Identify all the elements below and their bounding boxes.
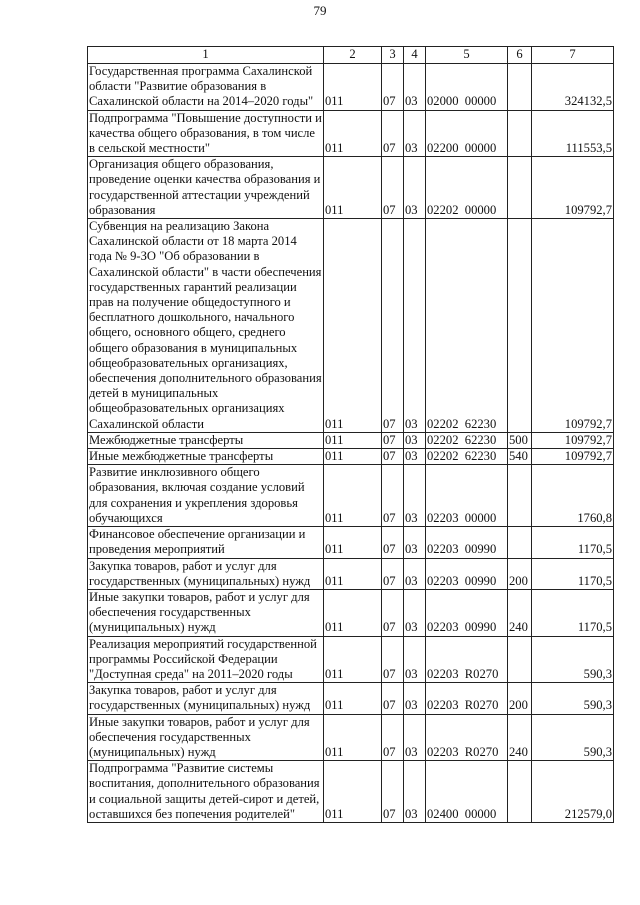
subsection-code: 03 <box>404 219 426 433</box>
expense-type-code <box>508 761 532 823</box>
expense-type-code <box>508 527 532 558</box>
column-header: 5 <box>426 47 508 64</box>
target-article-code: 02202 62230 <box>426 219 508 433</box>
table-row <box>88 636 614 683</box>
amount: 1760,8 <box>532 465 614 527</box>
admin-code: 011 <box>324 683 382 714</box>
subsection-code: 03 <box>404 558 426 589</box>
amount: 1170,5 <box>532 589 614 636</box>
admin-code: 011 <box>324 589 382 636</box>
amount: 590,3 <box>532 636 614 683</box>
target-article-code: 02203 00990 <box>426 589 508 636</box>
expense-type-code <box>508 219 532 433</box>
subsection-code: 03 <box>404 449 426 465</box>
header-row <box>88 47 614 64</box>
expense-type-code <box>508 110 532 157</box>
table-row <box>88 527 614 558</box>
section-code: 07 <box>382 714 404 761</box>
row-name: Государственная программа Сахалинской области "Развитие образования в Сахалинской области на 2014–2020 годы" <box>88 64 324 111</box>
section-code: 07 <box>382 157 404 219</box>
row-name: Закупка товаров, работ и услуг для государственных (муниципальных) нужд <box>88 558 324 589</box>
row-name: Подпрограмма "Развитие системы воспитания, дополнительного образования и социальной защиты детей-сирот и детей, оставшихся без попечения родителей" <box>88 761 324 823</box>
table-row <box>88 110 614 157</box>
subsection-code: 03 <box>404 465 426 527</box>
section-code: 07 <box>382 465 404 527</box>
admin-code: 011 <box>324 432 382 448</box>
table-row <box>88 432 614 448</box>
amount: 109792,7 <box>532 219 614 433</box>
amount: 109792,7 <box>532 157 614 219</box>
expense-type-code: 240 <box>508 714 532 761</box>
page-number: 79 <box>313 3 327 18</box>
section-code: 07 <box>382 683 404 714</box>
expense-type-code: 500 <box>508 432 532 448</box>
amount: 324132,5 <box>532 64 614 111</box>
row-name: Развитие инклюзивного общего образования, включая создание условий для сохранения и укрепления здоровья обучающихся <box>88 465 324 527</box>
table-row <box>88 157 614 219</box>
table-row <box>88 761 614 823</box>
target-article-code: 02000 00000 <box>426 64 508 111</box>
subsection-code: 03 <box>404 761 426 823</box>
section-code: 07 <box>382 64 404 111</box>
admin-code: 011 <box>324 558 382 589</box>
expense-type-code <box>508 465 532 527</box>
amount: 1170,5 <box>532 527 614 558</box>
table-row <box>88 589 614 636</box>
target-article-code: 02400 00000 <box>426 761 508 823</box>
expense-type-code <box>508 157 532 219</box>
admin-code: 011 <box>324 219 382 433</box>
subsection-code: 03 <box>404 110 426 157</box>
table-row <box>88 714 614 761</box>
admin-code: 011 <box>324 636 382 683</box>
section-code: 07 <box>382 761 404 823</box>
subsection-code: 03 <box>404 432 426 448</box>
target-article-code: 02203 00990 <box>426 558 508 589</box>
subsection-code: 03 <box>404 157 426 219</box>
row-name: Закупка товаров, работ и услуг для государственных (муниципальных) нужд <box>88 683 324 714</box>
subsection-code: 03 <box>404 527 426 558</box>
amount: 212579,0 <box>532 761 614 823</box>
row-name: Реализация мероприятий государственной программы Российской Федерации "Доступная среда" на 2011–2020 годы <box>88 636 324 683</box>
subsection-code: 03 <box>404 714 426 761</box>
amount: 109792,7 <box>532 449 614 465</box>
column-header: 4 <box>404 47 426 64</box>
row-name: Субвенция на реализацию Закона Сахалинской области от 18 марта 2014 года № 9-ЗО "Об образовании в Сахалинской области" в части обеспечения государственных гарантий реализации прав на получение общедоступного и бесплатного дошкольного, начального общего, основного общего, среднего общего образования в муниципальных общеобразовательных организациях, обеспечения дополнительного образования детей в муниципальных общеобразовательных организациях Сахалинской области <box>89 219 322 431</box>
admin-code: 011 <box>324 761 382 823</box>
target-article-code: 02203 00000 <box>426 465 508 527</box>
admin-code: 011 <box>324 465 382 527</box>
budget-table <box>87 46 614 823</box>
column-header: 1 <box>88 47 324 64</box>
row-name: Иные закупки товаров, работ и услуг для обеспечения государственных (муниципальных) нужд <box>88 589 324 636</box>
expense-type-code: 200 <box>508 683 532 714</box>
expense-type-code <box>508 636 532 683</box>
table-row <box>88 449 614 465</box>
target-article-code: 02203 R0270 <box>426 714 508 761</box>
row-name: Подпрограмма "Повышение доступности и качества общего образования, в том числе в сельской местности" <box>89 110 322 156</box>
section-code: 07 <box>382 527 404 558</box>
row-name: Финансовое обеспечение организации и проведения мероприятий <box>88 527 324 558</box>
section-code: 07 <box>382 432 404 448</box>
expense-type-code <box>508 64 532 111</box>
amount: 109792,7 <box>532 432 614 448</box>
target-article-code: 02202 62230 <box>426 432 508 448</box>
target-article-code: 02203 00990 <box>426 527 508 558</box>
target-article-code: 02203 R0270 <box>426 683 508 714</box>
section-code: 07 <box>382 636 404 683</box>
target-article-code: 02203 R0270 <box>426 636 508 683</box>
amount: 111553,5 <box>532 110 614 157</box>
row-name: Организация общего образования, проведение оценки качества образования и государственной аттестации учреждений образования <box>88 157 324 219</box>
admin-code: 011 <box>324 449 382 465</box>
target-article-code: 02202 00000 <box>426 157 508 219</box>
table-row <box>88 683 614 714</box>
admin-code: 011 <box>324 157 382 219</box>
row-name: Иные закупки товаров, работ и услуг для обеспечения государственных (муниципальных) нужд <box>88 714 324 761</box>
target-article-code: 02200 00000 <box>426 110 508 157</box>
target-article-code: 02202 62230 <box>426 449 508 465</box>
section-code: 07 <box>382 589 404 636</box>
expense-type-code: 240 <box>508 589 532 636</box>
amount: 590,3 <box>532 714 614 761</box>
amount: 590,3 <box>532 683 614 714</box>
expense-type-code: 200 <box>508 558 532 589</box>
table-row <box>88 219 614 433</box>
row-name: Иные межбюджетные трансферты <box>88 449 324 465</box>
admin-code: 011 <box>324 527 382 558</box>
admin-code: 011 <box>324 110 382 157</box>
admin-code: 011 <box>324 64 382 111</box>
section-code: 07 <box>382 110 404 157</box>
subsection-code: 03 <box>404 683 426 714</box>
subsection-code: 03 <box>404 64 426 111</box>
subsection-code: 03 <box>404 636 426 683</box>
section-code: 07 <box>382 219 404 433</box>
subsection-code: 03 <box>404 589 426 636</box>
row-name: Межбюджетные трансферты <box>88 432 324 448</box>
column-header: 7 <box>532 47 614 64</box>
table-row <box>88 64 614 111</box>
admin-code: 011 <box>324 714 382 761</box>
amount: 1170,5 <box>532 558 614 589</box>
table-row <box>88 465 614 527</box>
section-code: 07 <box>382 449 404 465</box>
column-header: 3 <box>382 47 404 64</box>
section-code: 07 <box>382 558 404 589</box>
column-header: 2 <box>324 47 382 64</box>
table-row <box>88 558 614 589</box>
expense-type-code: 540 <box>508 449 532 465</box>
column-header: 6 <box>508 47 532 64</box>
